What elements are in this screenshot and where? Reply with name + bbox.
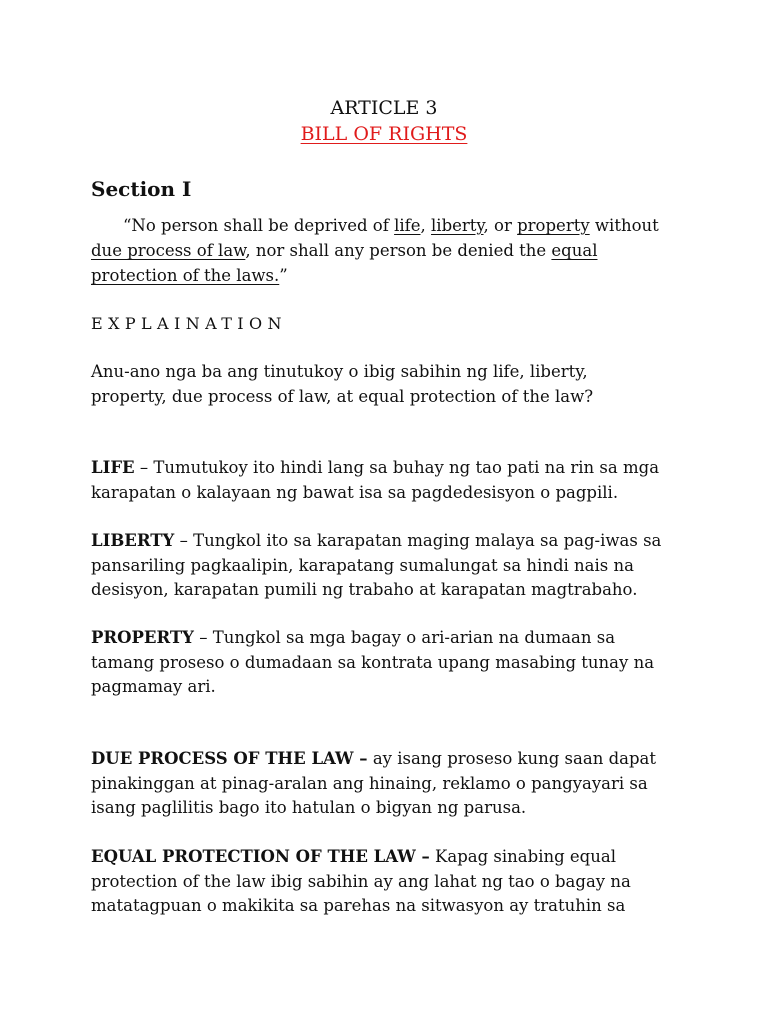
section-quote <box>91 213 691 288</box>
quote-term-liberty: liberty <box>431 216 484 235</box>
term-text: isang paglilitis bago ito hatulan o bigyan ng parusa. <box>91 798 527 817</box>
term-text: pagmamay ari. <box>91 677 216 696</box>
term-text: pinakinggan at pinag-aralan ang hinaing, reklamo o pangyayari sa <box>91 773 648 793</box>
quote-text: “No person shall be deprived of <box>123 216 395 235</box>
term-label: PROPERTY <box>91 628 194 647</box>
intro-line: Anu-ano nga ba ang tinutukoy o ibig sabihin ng life, liberty, <box>91 362 588 381</box>
term-text: matatagpuan o makikita sa parehas na sitwasyon ay tratuhin sa <box>91 896 626 915</box>
term-label: EQUAL PROTECTION OF THE LAW – <box>91 847 430 866</box>
quote-term-equal-protection: protection of the laws. <box>91 266 280 285</box>
term-due-process <box>91 747 691 821</box>
quote-line-3 <box>91 263 691 288</box>
term-text: ay isang proseso kung saan dapat <box>372 749 656 768</box>
quote-line-1 <box>91 213 691 238</box>
term-text: karapatan o kalayaan ng bawat isa sa pagdedesisyon o pagpili. <box>91 482 619 502</box>
quote-text: , <box>420 216 432 235</box>
term-text: Tungkol ito sa karapatan maging malaya sa pag-iwas sa <box>193 531 662 550</box>
term-label: LIFE <box>91 458 135 477</box>
term-separator: – <box>134 458 154 477</box>
article-number: ARTICLE 3 <box>330 97 438 119</box>
explanation-heading: EXPLAINATION <box>91 314 287 333</box>
quote-line-2 <box>91 238 691 263</box>
term-text: pansariling pagkaalipin, karapatang sumalungat sa hindi nais na <box>91 555 634 575</box>
term-text: protection of the law ibig sabihin ay ang lahat ng tao o bagay na <box>91 871 631 891</box>
term-separator: – <box>174 531 194 550</box>
term-text: Tungkol sa mga bagay o ari-arian na dumaan sa <box>212 628 616 647</box>
explanation-intro <box>91 360 691 409</box>
term-text: Tumutukoy ito hindi lang sa buhay ng tao pati na rin sa mga <box>153 458 660 477</box>
section-heading: Section I <box>91 177 192 201</box>
quote-term-equal: equal <box>551 241 598 260</box>
term-text: desisyon, karapatan pumili ng trabaho at karapatan magtrabaho. <box>91 580 638 599</box>
quote-text: , or <box>483 216 518 235</box>
quote-text: , nor shall any person be denied the <box>245 241 552 260</box>
term-equal-protection <box>91 845 691 919</box>
quote-term-due-process: due process of law <box>91 241 246 260</box>
intro-line: property, due process of law, at equal protection of the law? <box>91 386 594 406</box>
quote-term-property: property <box>517 216 590 235</box>
term-separator: – <box>193 628 213 647</box>
quote-text: without <box>589 216 659 235</box>
term-label: DUE PROCESS OF THE LAW – <box>91 749 368 768</box>
quote-term-life: life <box>394 216 421 235</box>
quote-text: ” <box>279 266 288 285</box>
term-property <box>91 626 691 700</box>
term-text: Kapag sinabing equal <box>435 847 616 866</box>
article-title: BILL OF RIGHTS <box>300 123 468 145</box>
term-liberty <box>91 529 691 603</box>
term-text: tamang proseso o dumadaan sa kontrata upang masabing tunay na <box>91 652 655 672</box>
term-label: LIBERTY <box>91 531 175 550</box>
term-life <box>91 456 691 505</box>
